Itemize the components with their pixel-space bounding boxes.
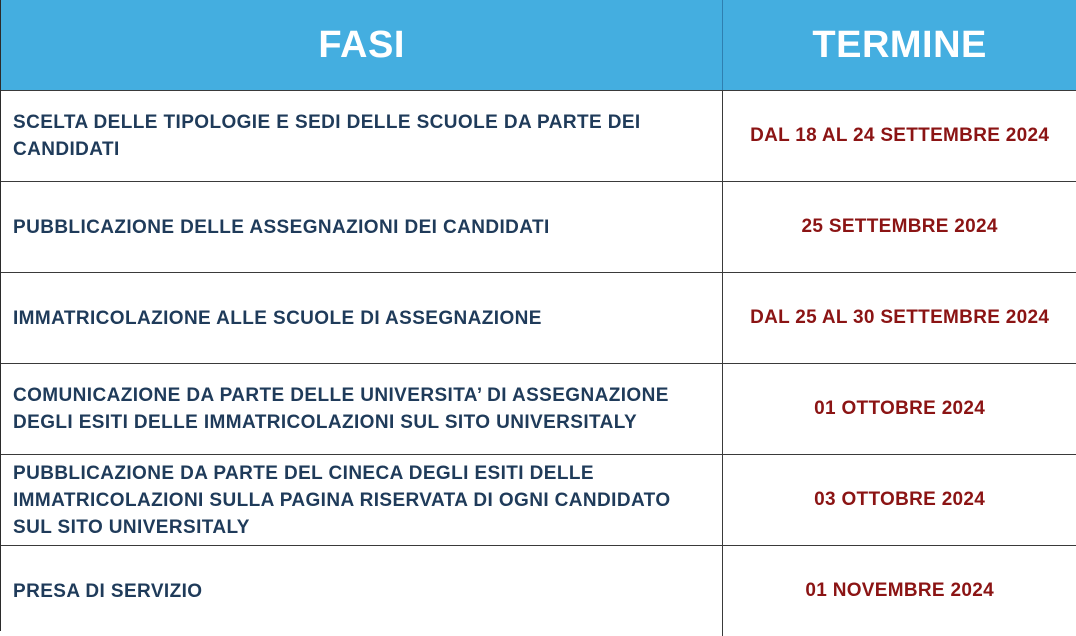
- phase-cell: PUBBLICAZIONE DELLE ASSEGNAZIONI DEI CANDIDATI: [1, 182, 723, 272]
- deadline-cell: DAL 18 AL 24 SETTEMBRE 2024: [750, 125, 1050, 146]
- phase-cell: SCELTA DELLE TIPOLOGIE E SEDI DELLE SCUOLE DA PARTE DEI CANDIDATI: [1, 91, 723, 181]
- table-row: [1, 545, 1076, 636]
- deadline-cell: 25 SETTEMBRE 2024: [801, 216, 998, 237]
- deadline-cell: 01 NOVEMBRE 2024: [805, 580, 994, 601]
- phase-cell: COMUNICAZIONE DA PARTE DELLE UNIVERSITA’ DI ASSEGNAZIONE DEGLI ESITI DELLE IMMATRICOLAZIONI SUL SITO UNIVERSITALY: [1, 364, 723, 454]
- phase-cell: IMMATRICOLAZIONE ALLE SCUOLE DI ASSEGNAZIONE: [1, 273, 723, 363]
- deadline-cell: 03 OTTOBRE 2024: [814, 489, 986, 510]
- table-header: [1, 0, 1076, 90]
- phase-cell: PUBBLICAZIONE DA PARTE DEL CINECA DEGLI ESITI DELLE IMMATRICOLAZIONI SULLA PAGINA RISERVATA DI OGNI CANDIDATO SUL SITO UNIVERSITALY: [1, 455, 723, 545]
- table-row: [1, 90, 1076, 181]
- phase-cell: PRESA DI SERVIZIO: [1, 546, 723, 636]
- header-fasi: FASI: [1, 0, 723, 90]
- table-row: [1, 363, 1076, 454]
- deadline-cell: 01 OTTOBRE 2024: [814, 398, 986, 419]
- header-termine: TERMINE: [812, 23, 987, 66]
- table-row: [1, 454, 1076, 545]
- table-row: [1, 181, 1076, 272]
- deadline-cell: DAL 25 AL 30 SETTEMBRE 2024: [750, 307, 1050, 328]
- table-row: [1, 272, 1076, 363]
